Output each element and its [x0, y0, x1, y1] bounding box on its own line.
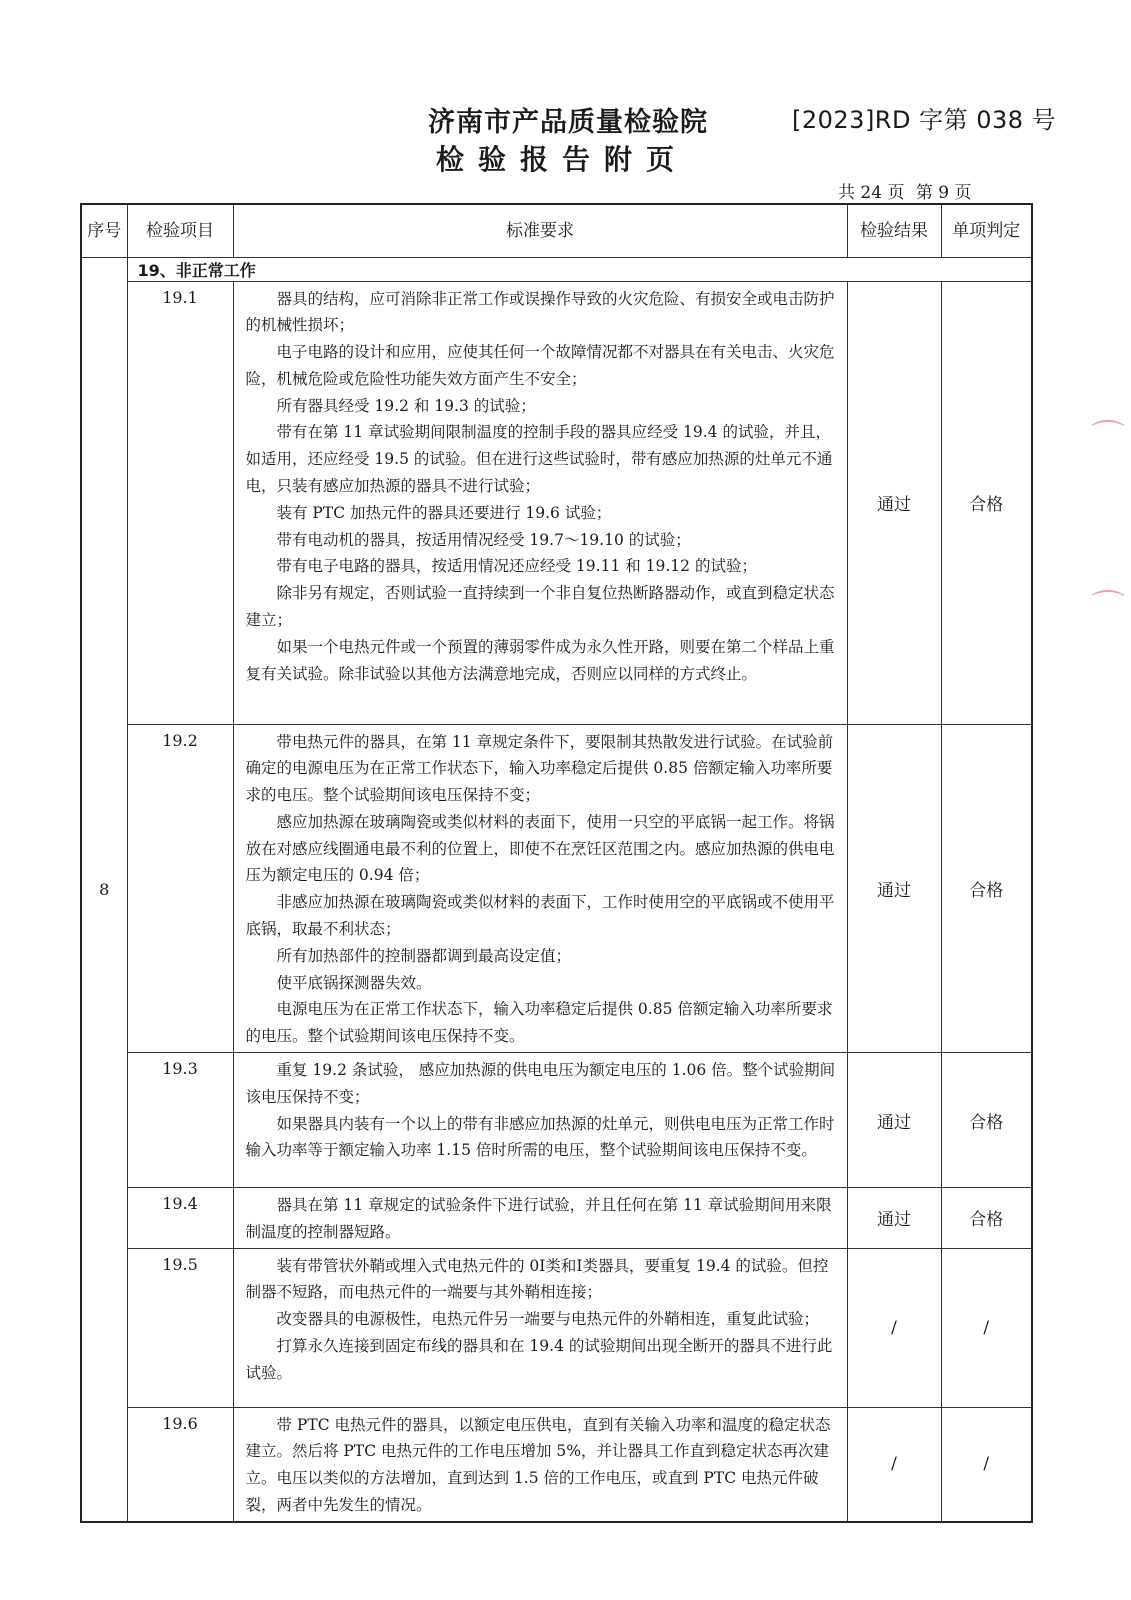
item-result: / [847, 1407, 941, 1522]
table-row [81, 1053, 1032, 1188]
requirement-paragraph: 如果一个电热元件或一个预置的薄弱零件成为永久性开路，则要在第二个样品上重复有关试验。除非试验以其他方法满意地完成，否则应以同样的方式终止。 [245, 637, 835, 683]
section-row [81, 257, 1032, 281]
col-header-item: 检验项目 [127, 204, 233, 257]
total-pages: 共 24 页 [838, 183, 905, 203]
item-judgement: / [941, 1407, 1032, 1522]
item-result: 通过 [847, 724, 941, 1053]
col-header-result: 检验结果 [847, 204, 941, 257]
report-organization: 济南市产品质量检验院 [428, 107, 708, 138]
item-judgement: / [941, 1248, 1032, 1407]
item-id: 19.1 [127, 281, 233, 724]
item-requirement [233, 724, 847, 1053]
col-header-judgement: 单项判定 [941, 204, 1032, 257]
seal-stamp-fragment-icon: ⌒ [1091, 588, 1125, 628]
item-result: 通过 [847, 1053, 941, 1188]
item-judgement: 合格 [941, 281, 1032, 724]
requirement-paragraph: 如果器具内装有一个以上的带有非感应加热源的灶单元，则供电电压为正常工作时输入功率等于额定输入功率 1.15 倍时所需的电压，整个试验期间该电压保持不变。 [245, 1114, 835, 1160]
requirement-paragraph: 使平底锅探测器失效。 [276, 973, 432, 992]
requirement-paragraph: 感应加热源在玻璃陶瓷或类似材料的表面下，使用一只空的平底锅一起工作。将锅放在对感应线圈通电最不利的位置上，即使不在烹饪区范围之内。感应加热源的供电电压为额定电压的 0.94 倍； [245, 812, 835, 885]
item-id: 19.5 [127, 1248, 233, 1407]
requirement-paragraph: 带有在第 11 章试验期间限制温度的控制手段的器具应经受 19.4 的试验，并且，如适用，还应经受 19.5 的试验。但在进行这些试验时，带有感应加热源的灶单元不通电，只装有感应加热源的器具不进行试验； [245, 423, 833, 496]
item-requirement [233, 1248, 847, 1407]
table-row [81, 1248, 1032, 1407]
item-result: 通过 [847, 281, 941, 724]
seal-stamp-fragment-icon: ⌒ [1091, 418, 1125, 458]
requirement-paragraph: 非感应加热源在玻璃陶瓷或类似材料的表面下，工作时使用空的平底锅或不使用平底锅，取最不利状态； [245, 893, 835, 939]
requirement-paragraph: 装有带管状外鞘或埋入式电热元件的 0Ⅰ类和Ⅰ类器具，要重复 19.4 的试验。但控制器不短路，而电热元件的一端要与其外鞘相连接； [245, 1256, 829, 1302]
table-row [81, 1188, 1032, 1249]
row-number: 8 [81, 257, 127, 1522]
requirement-paragraph: 所有器具经受 19.2 和 19.3 的试验； [276, 396, 536, 415]
item-judgement: 合格 [941, 1188, 1032, 1249]
requirement-paragraph: 器具在第 11 章规定的试验条件下进行试验，并且任何在第 11 章试验期间用来限制温度的控制器短路。 [245, 1196, 832, 1241]
page-indicator [838, 178, 977, 203]
item-result: 通过 [847, 1188, 941, 1249]
requirement-paragraph: 电子电路的设计和应用，应使其任何一个故障情况都不对器具在有关电击、火灾危险，机械危险或危险性功能失效方面产生不安全； [245, 343, 835, 388]
requirement-paragraph: 重复 19.2 条试验， 感应加热源的供电电压为额定电压的 1.06 倍。整个试验期间该电压保持不变； [245, 1061, 836, 1106]
table-header-row [81, 204, 1032, 257]
item-requirement [233, 1407, 847, 1522]
requirement-paragraph: 带有电子电路的器具，按适用情况还应经受 19.11 和 19.12 的试验； [276, 557, 757, 576]
requirement-paragraph: 带 PTC 电热元件的器具，以额定电压供电，直到有关输入功率和温度的稳定状态建立。然后将 PTC 电热元件的工作电压增加 5%，并让器具工作直到稳定状态再次建立。电压以类似的方法增加，直到达到 1.5 倍的工作电压，或直到 PTC 电热元件破裂，两者中先发生的情况。 [245, 1415, 831, 1515]
item-id: 19.3 [127, 1053, 233, 1188]
table-row [81, 724, 1032, 1053]
requirement-paragraph: 器具的结构，应可消除非正常工作或误操作导致的火灾危险、有损安全或电击防护的机械性损坏； [245, 289, 835, 335]
section-title: 19、非正常工作 [127, 257, 1032, 281]
item-requirement [233, 1053, 847, 1188]
requirement-paragraph: 打算永久连接到固定布线的器具和在 19.4 的试验期间出现全断开的器具不进行此试验。 [245, 1337, 833, 1382]
table-row [81, 1407, 1032, 1522]
requirement-paragraph: 所有加热部件的控制器都调到最高设定值； [276, 946, 572, 965]
inspection-table [80, 203, 1033, 1523]
item-requirement [233, 1188, 847, 1249]
requirement-paragraph: 装有 PTC 加热元件的器具还要进行 19.6 试验； [276, 503, 612, 522]
requirement-paragraph: 改变器具的电源极性，电热元件另一端要与电热元件的外鞘相连，重复此试验； [276, 1310, 820, 1329]
page-number: 第 9 页 [915, 183, 972, 203]
item-requirement [233, 281, 847, 724]
col-header-no: 序号 [81, 204, 127, 257]
requirement-paragraph: 除非另有规定，否则试验一直持续到一个非自复位热断路器动作，或直到稳定状态建立； [245, 584, 835, 630]
requirement-paragraph: 电源电压为在正常工作状态下，输入功率稳定后提供 0.85 倍额定输入功率所要求的电压。整个试验期间该电压保持不变。 [245, 1000, 833, 1046]
item-id: 19.2 [127, 724, 233, 1053]
table-row [81, 281, 1032, 724]
item-result: / [847, 1248, 941, 1407]
col-header-requirement: 标准要求 [233, 204, 847, 257]
report-number: [2023]RD 字第 038 号 [792, 106, 1057, 134]
item-id: 19.4 [127, 1188, 233, 1249]
item-id: 19.6 [127, 1407, 233, 1522]
item-judgement: 合格 [941, 724, 1032, 1053]
report-title: 检验报告附页 [436, 143, 689, 176]
requirement-paragraph: 带电热元件的器具，在第 11 章规定条件下，要限制其热散发进行试验。在试验前确定的电源电压为在正常工作状态下，输入功率稳定后提供 0.85 倍额定输入功率所要求的电压。整个试验期间该电压保持不变； [245, 732, 834, 805]
requirement-paragraph: 带有电动机的器具，按适用情况经受 19.7～19.10 的试验； [276, 530, 691, 549]
item-judgement: 合格 [941, 1053, 1032, 1188]
